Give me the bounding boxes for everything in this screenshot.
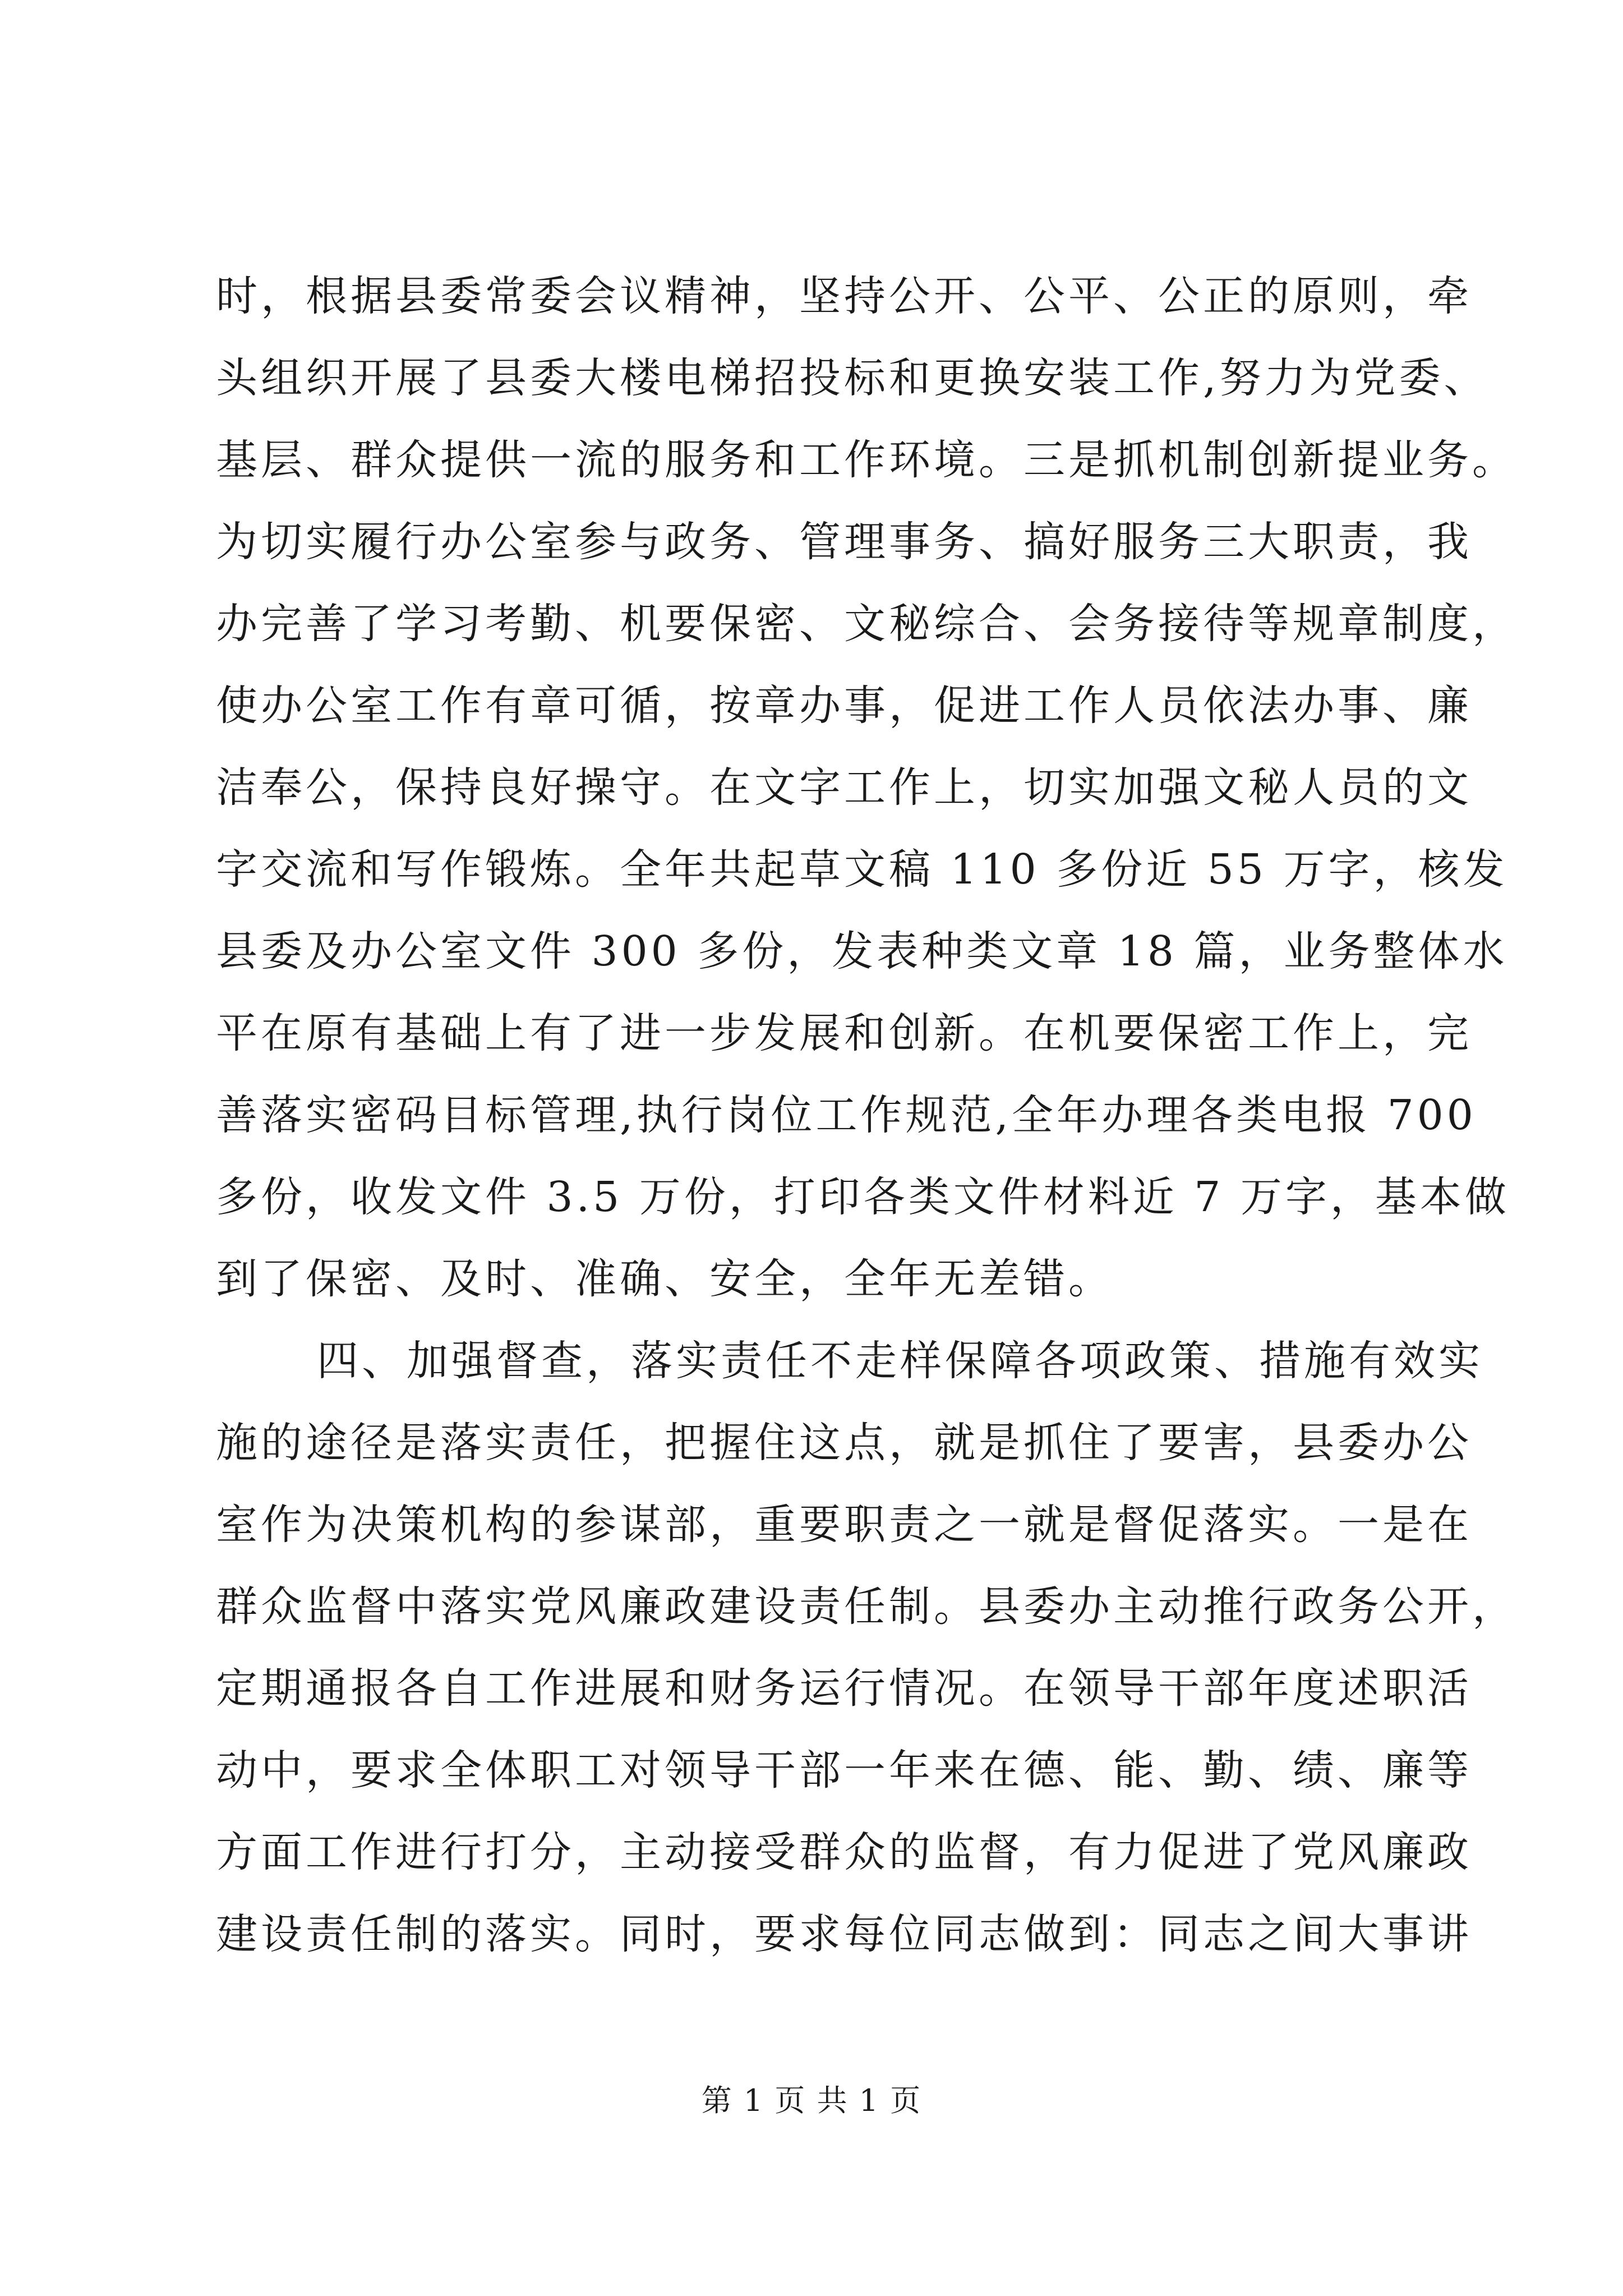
body-text bbox=[216, 255, 1517, 1975]
text-line: 办完善了学习考勤、机要保密、文秘综合、会务接待等规章制度， bbox=[216, 600, 1517, 648]
text-line: 动中，要求全体职工对领导干部一年来在德、能、勤、绩、廉等 bbox=[216, 1746, 1472, 1795]
text-line: 室作为决策机构的参谋部，重要职责之一就是督促落实。一是在 bbox=[216, 1501, 1472, 1549]
text-line: 洁奉公，保持良好操守。在文字工作上，切实加强文秘人员的文 bbox=[216, 763, 1472, 812]
text-line: 多份，收发文件 3.5 万份，打印各类文件材料近 7 万字，基本做 bbox=[216, 1173, 1510, 1221]
text-line: 方面工作进行打分，主动接受群众的监督，有力促进了党风廉政 bbox=[216, 1828, 1472, 1876]
text-line: 基层、群众提供一流的服务和工作环境。三是抓机制创新提业务。 bbox=[216, 436, 1517, 484]
text-line: 建设责任制的落实。同时，要求每位同志做到：同志之间大事讲 bbox=[216, 1910, 1472, 1958]
text-line: 善落实密码目标管理,执行岗位工作规范,全年办理各类电报 700 bbox=[216, 1091, 1477, 1139]
text-line: 为切实履行办公室参与政务、管理事务、搞好服务三大职责，我 bbox=[216, 518, 1472, 566]
text-line: 到了保密、及时、准确、安全，全年无差错。 bbox=[216, 1255, 1113, 1303]
text-line: 平在原有基础上有了进一步发展和创新。在机要保密工作上，完 bbox=[216, 1009, 1472, 1057]
page-footer bbox=[0, 2081, 1623, 2120]
text-line: 群众监督中落实党风廉政建设责任制。县委办主动推行政务公开， bbox=[216, 1582, 1517, 1631]
text-line: 时，根据县委常委会议精神，坚持公开、公平、公正的原则，牵 bbox=[216, 272, 1472, 320]
text-line: 使办公室工作有章可循，按章办事，促进工作人员依法办事、廉 bbox=[216, 682, 1472, 730]
text-line: 头组织开展了县委大楼电梯招投标和更换安装工作,努力为党委、 bbox=[216, 354, 1489, 402]
section-heading-line: 四、加强督查，落实责任不走样保障各项政策、措施有效实 bbox=[317, 1337, 1483, 1385]
text-line: 施的途径是落实责任，把握住这点，就是抓住了要害，县委办公 bbox=[216, 1419, 1472, 1467]
text-line: 字交流和写作锻炼。全年共起草文稿 110 多份近 55 万字，核发 bbox=[216, 845, 1508, 894]
text-line: 定期通报各自工作进展和财务运行情况。在领导干部年度述职活 bbox=[216, 1664, 1472, 1713]
text-line: 县委及办公室文件 300 多份，发表种类文章 18 篇，业务整体水 bbox=[216, 927, 1508, 976]
page-number: 第 1 页 共 1 页 bbox=[701, 2083, 922, 2118]
